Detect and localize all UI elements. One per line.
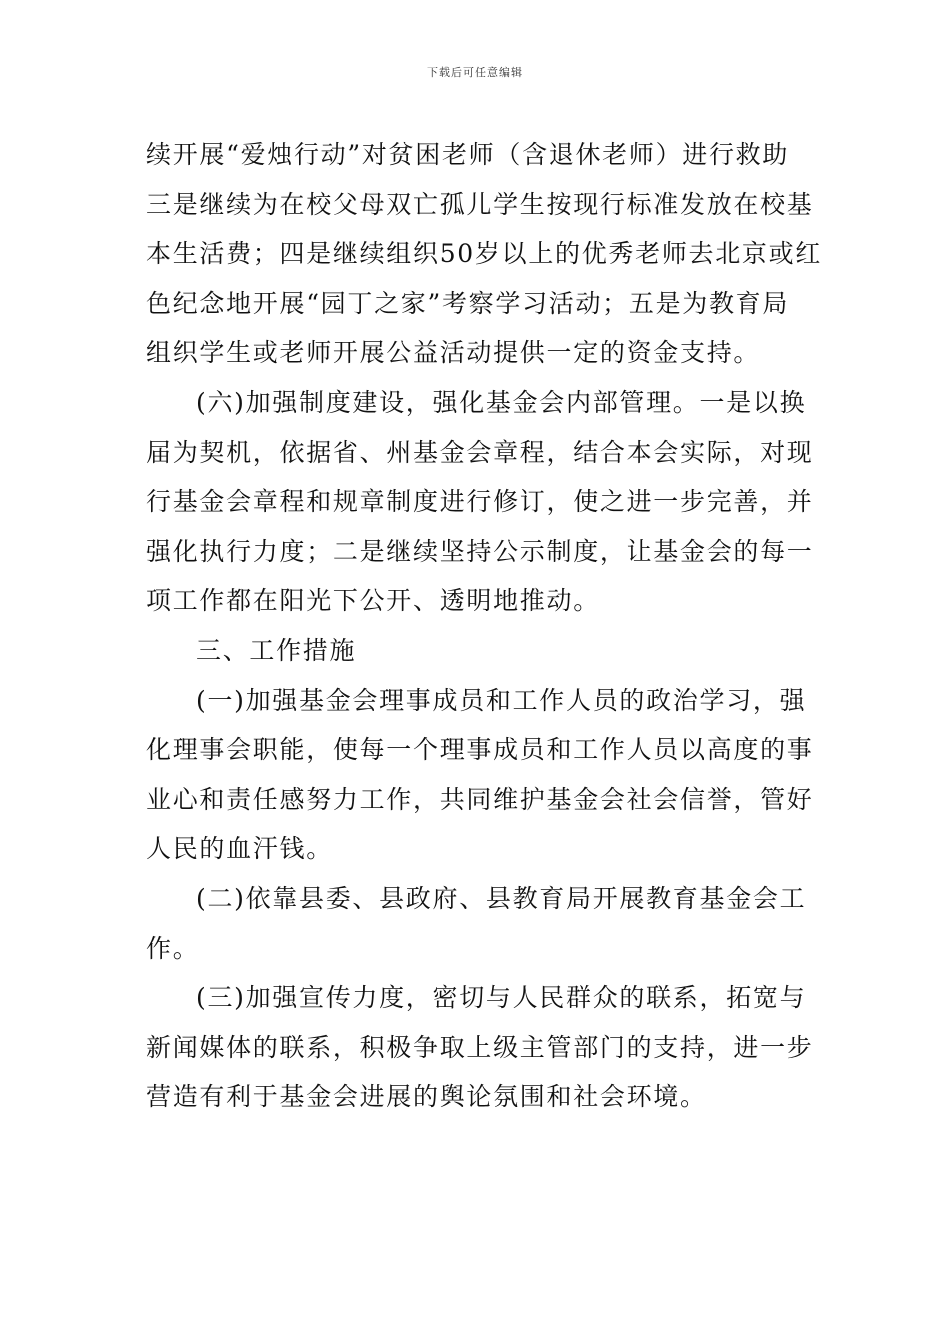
body-line: 三是继续为在校父母双亡孤儿学生按现行标准发放在校基 (146, 189, 814, 219)
page-header: 下载后可任意编辑 (427, 66, 523, 79)
body-line: 新闻媒体的联系，积极争取上级主管部门的支持，进一步 (146, 1032, 814, 1062)
body-line: 续开展“爱烛行动”对贫困老师（含退休老师）进行救助 (146, 140, 790, 169)
document-body (146, 130, 823, 1122)
body-line: 作。 (146, 933, 200, 963)
body-line: 色纪念地开展“园丁之家”考察学习活动；五是为教育局 (146, 288, 790, 318)
body-line: 届为契机，依据省、州基金会章程，结合本会实际，对现 (146, 437, 814, 467)
paragraph-start-line: (二)依靠县委、县政府、县教育局开展教育基金会工 (196, 883, 807, 913)
paragraph-start-line: (六)加强制度建设，强化基金会内部管理。一是以换 (196, 387, 807, 417)
body-line: 本生活费；四是继续组织50岁以上的优秀老师去北京或红 (146, 239, 823, 269)
paragraph-start-line: (三)加强宣传力度，密切与人民群众的联系，拓宽与 (196, 983, 807, 1013)
section-heading: 三、工作措施 (196, 635, 357, 665)
body-line: 项工作都在阳光下公开、透明地推动。 (146, 586, 600, 616)
body-line: 化理事会职能，使每一个理事成员和工作人员以高度的事 (146, 735, 814, 765)
body-line: 营造有利于基金会进展的舆论氛围和社会环境。 (146, 1082, 707, 1112)
body-line: 业心和责任感努力工作，共同维护基金会社会信誉，管好 (146, 784, 814, 814)
body-line: 强化执行力度；二是继续坚持公示制度，让基金会的每一 (146, 536, 814, 566)
body-line: 组织学生或老师开展公益活动提供一定的资金支持。 (146, 338, 761, 368)
body-line: 人民的血汗钱。 (146, 834, 333, 864)
paragraph-start-line: (一)加强基金会理事成员和工作人员的政治学习，强 (196, 685, 807, 715)
body-line: 行基金会章程和规章制度进行修订，使之进一步完善，并 (146, 487, 814, 517)
